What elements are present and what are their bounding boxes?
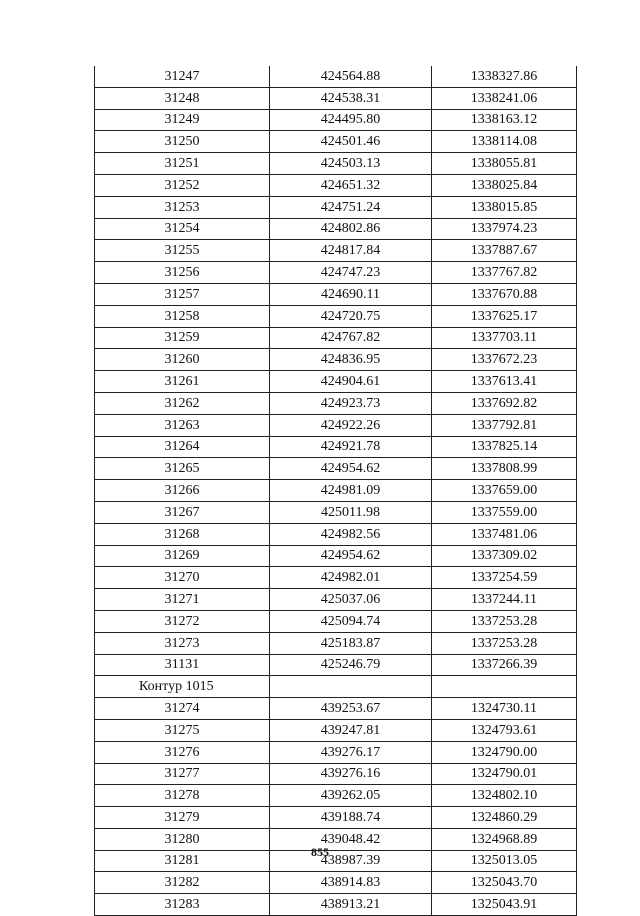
section-header [95, 676, 577, 698]
section-row [95, 676, 577, 698]
x-coordinate-cell: 424836.95 [270, 349, 432, 371]
table-row [95, 66, 577, 87]
y-coordinate-cell: 1337613.41 [432, 371, 577, 393]
point-id-cell: 31131 [95, 654, 270, 676]
point-id-cell: 31279 [95, 807, 270, 829]
point-id-cell: 31283 [95, 894, 270, 916]
point-id-cell: 31273 [95, 632, 270, 654]
point-id-cell: 31277 [95, 763, 270, 785]
table-row [95, 807, 577, 829]
x-coordinate-cell: 424982.56 [270, 523, 432, 545]
point-id-cell: 31276 [95, 741, 270, 763]
coordinate-table [94, 66, 577, 916]
x-coordinate-cell: 439247.81 [270, 719, 432, 741]
x-coordinate-cell: 425246.79 [270, 654, 432, 676]
table-row [95, 240, 577, 262]
y-coordinate-cell: 1338055.81 [432, 153, 577, 175]
x-coordinate-cell: 424954.62 [270, 458, 432, 480]
point-id-cell: 31278 [95, 785, 270, 807]
y-coordinate-cell: 1337309.02 [432, 545, 577, 567]
table-row [95, 632, 577, 654]
x-coordinate-cell: 424921.78 [270, 436, 432, 458]
y-coordinate-cell: 1324793.61 [432, 719, 577, 741]
x-coordinate-cell: 424922.26 [270, 414, 432, 436]
point-id-cell: 31268 [95, 523, 270, 545]
x-coordinate-cell: 424747.23 [270, 262, 432, 284]
table-body-part-1 [95, 66, 577, 676]
y-coordinate-cell: 1337266.39 [432, 654, 577, 676]
y-coordinate-cell: 1338327.86 [432, 66, 577, 87]
y-coordinate-cell: 1324968.89 [432, 828, 577, 850]
point-id-cell: 31269 [95, 545, 270, 567]
point-id-cell: 31250 [95, 131, 270, 153]
x-coordinate-cell: 439253.67 [270, 698, 432, 720]
table-row [95, 480, 577, 502]
x-coordinate-cell: 424751.24 [270, 196, 432, 218]
point-id-cell: 31252 [95, 174, 270, 196]
table-row [95, 610, 577, 632]
x-coordinate-cell: 439276.16 [270, 763, 432, 785]
point-id-cell: 31267 [95, 501, 270, 523]
section-empty-cell [270, 676, 432, 698]
x-coordinate-cell: 438913.21 [270, 894, 432, 916]
x-coordinate-cell: 438987.39 [270, 850, 432, 872]
point-id-cell: 31254 [95, 218, 270, 240]
x-coordinate-cell: 424651.32 [270, 174, 432, 196]
y-coordinate-cell: 1337254.59 [432, 567, 577, 589]
table-row [95, 501, 577, 523]
point-id-cell: 31270 [95, 567, 270, 589]
y-coordinate-cell: 1338163.12 [432, 109, 577, 131]
x-coordinate-cell: 439048.42 [270, 828, 432, 850]
point-id-cell: 31280 [95, 828, 270, 850]
table-row [95, 567, 577, 589]
x-coordinate-cell: 425094.74 [270, 610, 432, 632]
y-coordinate-cell: 1325043.91 [432, 894, 577, 916]
x-coordinate-cell: 424817.84 [270, 240, 432, 262]
table-row [95, 131, 577, 153]
point-id-cell: 31281 [95, 850, 270, 872]
y-coordinate-cell: 1324802.10 [432, 785, 577, 807]
x-coordinate-cell: 424503.13 [270, 153, 432, 175]
x-coordinate-cell: 424564.88 [270, 66, 432, 87]
table-body-part-2 [95, 698, 577, 916]
table-row [95, 872, 577, 894]
x-coordinate-cell: 424501.46 [270, 131, 432, 153]
table-row [95, 458, 577, 480]
x-coordinate-cell: 425011.98 [270, 501, 432, 523]
x-coordinate-cell: 425037.06 [270, 589, 432, 611]
point-id-cell: 31257 [95, 283, 270, 305]
point-id-cell: 31265 [95, 458, 270, 480]
y-coordinate-cell: 1338241.06 [432, 87, 577, 109]
x-coordinate-cell: 424495.80 [270, 109, 432, 131]
table-row [95, 763, 577, 785]
y-coordinate-cell: 1325013.05 [432, 850, 577, 872]
x-coordinate-cell: 424720.75 [270, 305, 432, 327]
table-row [95, 305, 577, 327]
x-coordinate-cell: 424767.82 [270, 327, 432, 349]
y-coordinate-cell: 1337244.11 [432, 589, 577, 611]
section-empty-cell [432, 676, 577, 698]
point-id-cell: 31256 [95, 262, 270, 284]
y-coordinate-cell: 1337808.99 [432, 458, 577, 480]
x-coordinate-cell: 424982.01 [270, 567, 432, 589]
y-coordinate-cell: 1337792.81 [432, 414, 577, 436]
table-row [95, 414, 577, 436]
x-coordinate-cell: 439188.74 [270, 807, 432, 829]
y-coordinate-cell: 1337670.88 [432, 283, 577, 305]
point-id-cell: 31274 [95, 698, 270, 720]
page-number: 855 [311, 845, 329, 859]
table-row [95, 654, 577, 676]
y-coordinate-cell: 1338114.08 [432, 131, 577, 153]
coordinate-table-container [94, 66, 576, 916]
table-row [95, 698, 577, 720]
point-id-cell: 31282 [95, 872, 270, 894]
y-coordinate-cell: 1337672.23 [432, 349, 577, 371]
point-id-cell: 31249 [95, 109, 270, 131]
point-id-cell: 31248 [95, 87, 270, 109]
point-id-cell: 31272 [95, 610, 270, 632]
x-coordinate-cell: 424954.62 [270, 545, 432, 567]
x-coordinate-cell: 424981.09 [270, 480, 432, 502]
y-coordinate-cell: 1324730.11 [432, 698, 577, 720]
point-id-cell: 31247 [95, 66, 270, 87]
table-row [95, 87, 577, 109]
y-coordinate-cell: 1337974.23 [432, 218, 577, 240]
point-id-cell: 31253 [95, 196, 270, 218]
table-row [95, 371, 577, 393]
x-coordinate-cell: 424690.11 [270, 283, 432, 305]
y-coordinate-cell: 1337703.11 [432, 327, 577, 349]
y-coordinate-cell: 1337481.06 [432, 523, 577, 545]
point-id-cell: 31262 [95, 392, 270, 414]
point-id-cell: 31261 [95, 371, 270, 393]
point-id-cell: 31251 [95, 153, 270, 175]
table-row [95, 392, 577, 414]
y-coordinate-cell: 1324790.01 [432, 763, 577, 785]
x-coordinate-cell: 439262.05 [270, 785, 432, 807]
point-id-cell: 31259 [95, 327, 270, 349]
y-coordinate-cell: 1337659.00 [432, 480, 577, 502]
y-coordinate-cell: 1338025.84 [432, 174, 577, 196]
section-label: Контур 1015 [95, 676, 270, 698]
x-coordinate-cell: 424904.61 [270, 371, 432, 393]
y-coordinate-cell: 1337253.28 [432, 632, 577, 654]
table-row [95, 523, 577, 545]
table-row [95, 218, 577, 240]
point-id-cell: 31264 [95, 436, 270, 458]
table-row [95, 436, 577, 458]
table-row [95, 719, 577, 741]
y-coordinate-cell: 1337825.14 [432, 436, 577, 458]
table-row [95, 283, 577, 305]
y-coordinate-cell: 1337692.82 [432, 392, 577, 414]
y-coordinate-cell: 1337253.28 [432, 610, 577, 632]
table-row [95, 327, 577, 349]
y-coordinate-cell: 1337767.82 [432, 262, 577, 284]
y-coordinate-cell: 1324860.29 [432, 807, 577, 829]
y-coordinate-cell: 1324790.00 [432, 741, 577, 763]
table-row [95, 741, 577, 763]
table-row [95, 153, 577, 175]
table-row [95, 785, 577, 807]
y-coordinate-cell: 1338015.85 [432, 196, 577, 218]
point-id-cell: 31260 [95, 349, 270, 371]
table-row [95, 349, 577, 371]
x-coordinate-cell: 424923.73 [270, 392, 432, 414]
point-id-cell: 31258 [95, 305, 270, 327]
table-row [95, 545, 577, 567]
point-id-cell: 31255 [95, 240, 270, 262]
point-id-cell: 31266 [95, 480, 270, 502]
y-coordinate-cell: 1325043.70 [432, 872, 577, 894]
x-coordinate-cell: 425183.87 [270, 632, 432, 654]
table-row [95, 196, 577, 218]
x-coordinate-cell: 438914.83 [270, 872, 432, 894]
x-coordinate-cell: 439276.17 [270, 741, 432, 763]
x-coordinate-cell: 424538.31 [270, 87, 432, 109]
table-row [95, 174, 577, 196]
table-row [95, 589, 577, 611]
table-row [95, 262, 577, 284]
x-coordinate-cell: 424802.86 [270, 218, 432, 240]
y-coordinate-cell: 1337625.17 [432, 305, 577, 327]
y-coordinate-cell: 1337887.67 [432, 240, 577, 262]
point-id-cell: 31263 [95, 414, 270, 436]
y-coordinate-cell: 1337559.00 [432, 501, 577, 523]
point-id-cell: 31271 [95, 589, 270, 611]
point-id-cell: 31275 [95, 719, 270, 741]
table-row [95, 109, 577, 131]
